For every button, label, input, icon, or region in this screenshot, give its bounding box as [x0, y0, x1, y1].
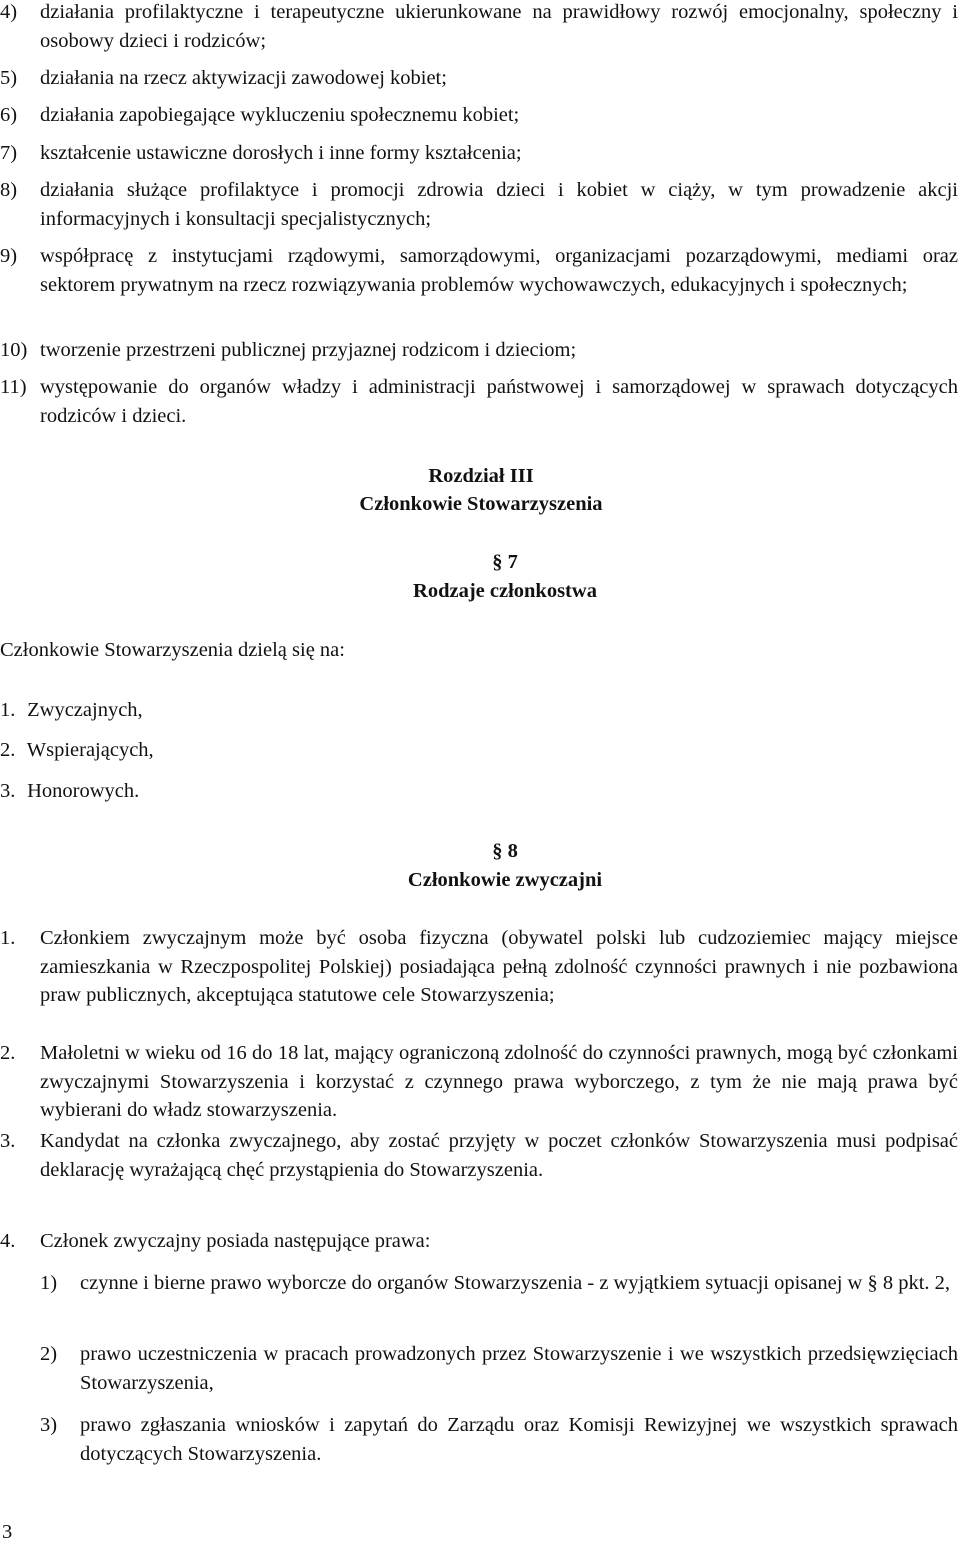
- rights-item-text: prawo uczestniczenia w pracach prowadzonych przez Stowarzyszenie i we wszystkich przedsięwzięciach Stowarzyszenia,: [80, 1343, 958, 1394]
- rights-item-text: prawo zgłaszania wniosków i zapytań do Zarządu oraz Komisji Rewizyjnej we wszystkich sprawach dotyczących Stowarzyszenia.: [80, 1414, 958, 1465]
- list-item-number: 6): [0, 104, 18, 126]
- list-item-number: 3.: [0, 780, 16, 802]
- list-item-number: 2.: [0, 739, 16, 761]
- list-item-text: Wspierających,: [26, 739, 154, 761]
- list-item-number: 11): [0, 376, 27, 398]
- rights-item-number: 1): [40, 1272, 58, 1294]
- list-item-number: 4): [0, 1, 18, 23]
- list-item-number: 7): [0, 142, 18, 164]
- list-item-text: działania zapobiegające wykluczeniu społecznemu kobiet;: [40, 104, 520, 126]
- point-number: 1.: [0, 927, 16, 949]
- page-number: 3: [2, 1521, 13, 1543]
- list-item-text: działania służące profilaktyce i promocji zdrowia dzieci i kobiet w ciąży, w tym prowadzenie akcji informacyjnych i konsultacji specjalistycznych;: [40, 179, 958, 230]
- list-item: [0, 777, 139, 806]
- list-item-text: działania profilaktyczne i terapeutyczne ukierunkowane na prawidłowy rozwój emocjonalny, społeczny i osobowy dzieci i rodziców;: [40, 1, 958, 52]
- list-item-text: działania na rzecz aktywizacji zawodowej kobiet;: [40, 67, 447, 89]
- list-item-number: 9): [0, 245, 18, 267]
- list-item-number: 1.: [0, 699, 16, 721]
- rights-item-number: 3): [40, 1414, 58, 1436]
- list-item-text: Honorowych.: [27, 780, 140, 802]
- rights-item-text: czynne i bierne prawo wyborcze do organów Stowarzyszenia - z wyjątkiem sytuacji opisanej w § 8 pkt. 2,: [80, 1272, 951, 1294]
- section-title: Członkowie zwyczajni: [407, 869, 603, 891]
- section-title: Rodzaje członkostwa: [413, 580, 597, 602]
- point-number: 4.: [0, 1230, 16, 1252]
- section-number: § 8: [492, 840, 518, 862]
- list-item: [0, 736, 154, 765]
- list-item-number: 10): [0, 339, 28, 361]
- point-text: Małoletni w wieku od 16 do 18 lat, mający ograniczoną zdolność do czynności prawnych, mogą być członkami zwyczajnymi Stowarzyszenia i korzystać z czynnego prawa wyborczego, z tym że nie mają prawa być wybierani do władz stowarzyszenia.: [40, 1042, 958, 1121]
- list-item-text: kształcenie ustawiczne dorosłych i inne formy kształcenia;: [40, 142, 522, 164]
- section-intro: Członkowie Stowarzyszenia dzielą się na:: [0, 639, 345, 661]
- rights-item-number: 2): [40, 1343, 58, 1365]
- list-item-text: współpracę z instytucjami rządowymi, samorządowymi, organizacjami pozarządowymi, mediami oraz sektorem prywatnym na rzecz rozwiązywania problemów wychowawczych, edukacyjnych i społecznych;: [40, 245, 958, 296]
- chapter-label: Rozdział III: [428, 465, 534, 487]
- point-number: 3.: [0, 1130, 16, 1152]
- point-text: Kandydat na członka zwyczajnego, aby zostać przyjęty w poczet członków Stowarzyszenia musi podpisać deklarację wyrażającą chęć przystąpienia do Stowarzyszenia.: [40, 1130, 958, 1181]
- section-number: § 7: [492, 551, 518, 573]
- point-number: 2.: [0, 1042, 16, 1064]
- list-item: [0, 696, 143, 725]
- chapter-title: Członkowie Stowarzyszenia: [359, 493, 603, 515]
- list-item-number: 8): [0, 179, 18, 201]
- point-text: Członek zwyczajny posiada następujące prawa:: [40, 1230, 431, 1252]
- list-item-text: występowanie do organów władzy i administracji państwowej i samorządowej w sprawach dotyczących rodziców i dzieci.: [40, 376, 958, 427]
- list-item-text: tworzenie przestrzeni publicznej przyjaznej rodzicom i dzieciom;: [40, 339, 577, 361]
- list-item-text: Zwyczajnych,: [27, 699, 143, 721]
- list-item-number: 5): [0, 67, 18, 89]
- point-text: Członkiem zwyczajnym może być osoba fizyczna (obywatel polski lub cudzoziemiec mający miejsce zamieszkania w Rzeczpospolitej Polskiej) posiadająca pełną zdolność czynności prawnych i nie pozbawiona praw publicznych, akceptująca statutowe cele Stowarzyszenia;: [40, 927, 958, 1006]
